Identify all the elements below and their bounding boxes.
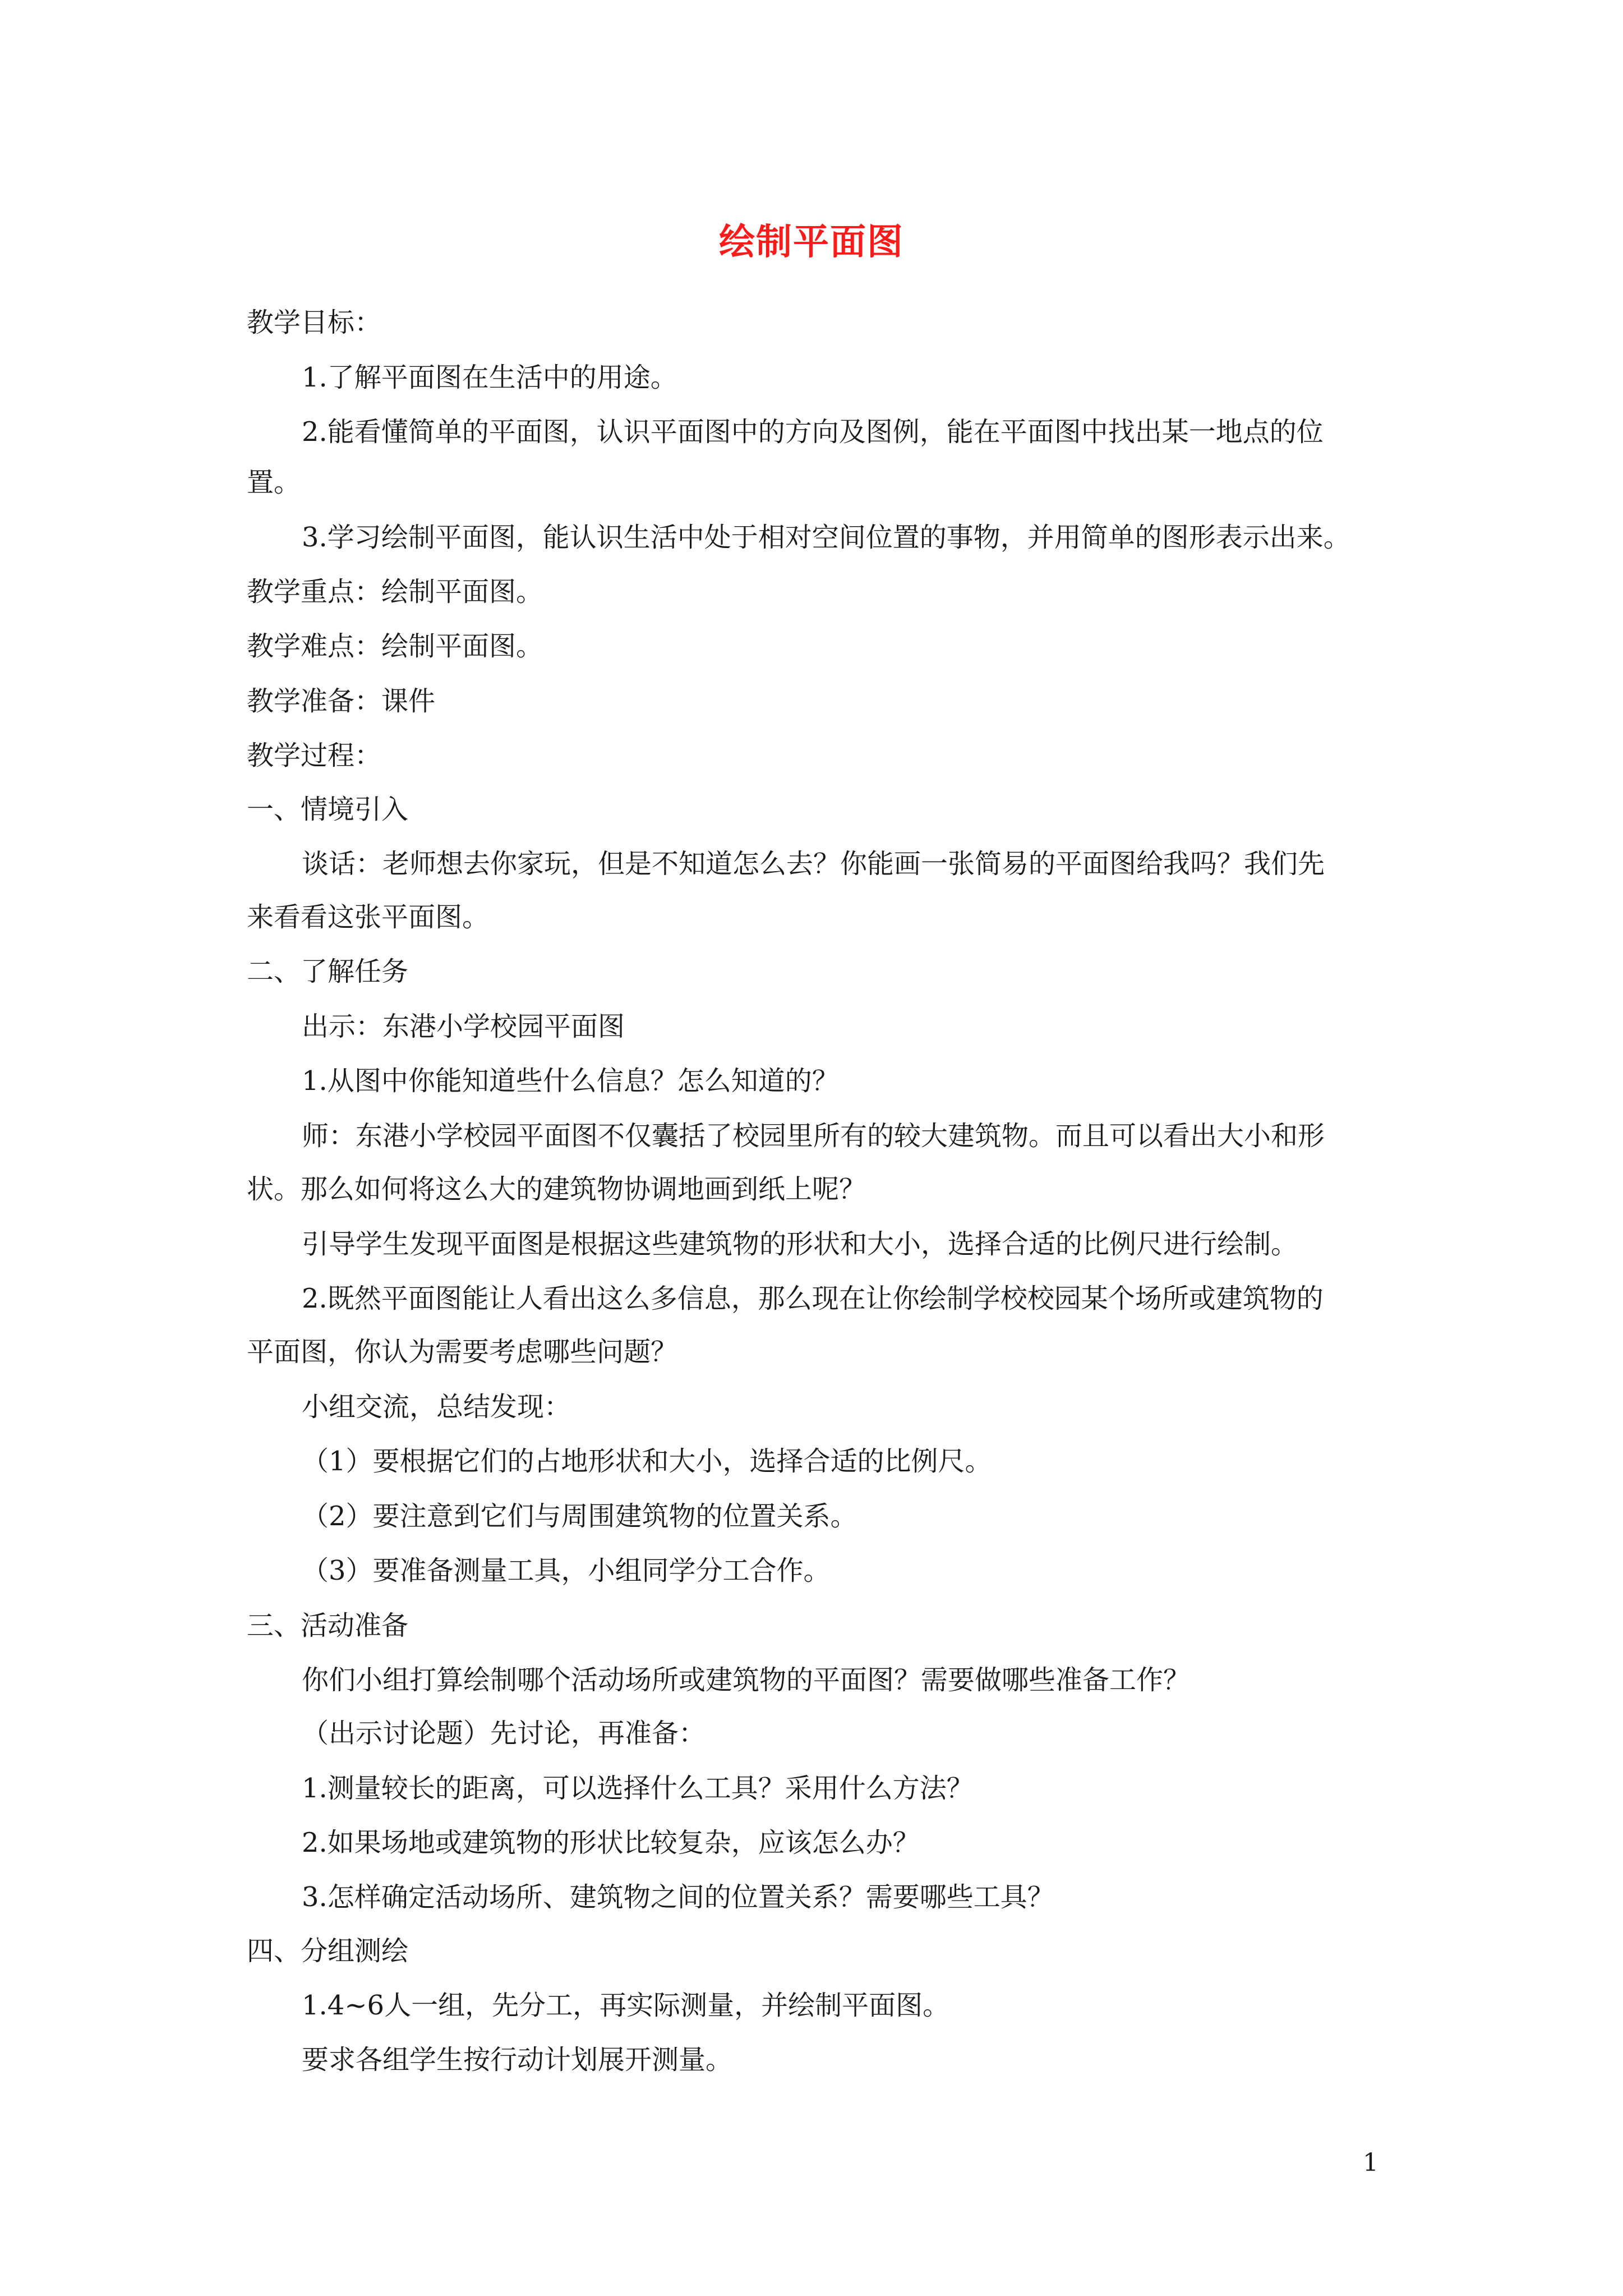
text-line: 来看看这张平面图。 [247,901,490,933]
section-heading: 三、活动准备 [247,1610,409,1641]
text-line: 置。 [247,467,301,498]
text-line: 谈话：老师想去你家玩，但是不知道怎么去？你能画一张简易的平面图给我吗？我们先 [302,848,1325,880]
text-line: 状。那么如何将这么大的建筑物协调地画到纸上呢？ [247,1174,866,1205]
text-line: 1.测量较长的距离，可以选择什么工具？采用什么方法？ [302,1773,974,1804]
text-line: 平面图，你认为需要考虑哪些问题？ [247,1336,678,1368]
text-line: 引导学生发现平面图是根据这些建筑物的形状和大小，选择合适的比例尺进行绘制。 [302,1228,1298,1260]
text-line: 1.了解平面图在生活中的用途。 [302,362,677,393]
text-line: 3.怎样确定活动场所、建筑物之间的位置关系？需要哪些工具？ [302,1881,1054,1913]
text-line: 教学准备：课件 [247,685,436,717]
section-heading: 一、情境引入 [247,794,409,825]
text-line: 教学过程： [247,740,382,771]
text-line: 小组交流，总结发现： [302,1391,571,1423]
text-line: 3.学习绘制平面图，能认识生活中处于相对空间位置的事物，并用简单的图形表示出来。 [302,522,1350,553]
text-line: 出示：东港小学校园平面图 [302,1011,625,1042]
text-line: 师：东港小学校园平面图不仅囊括了校园里所有的较大建筑物。而且可以看出大小和形 [302,1120,1325,1152]
text-line: 教学目标： [247,307,382,338]
section-heading: 二、了解任务 [247,956,409,987]
text-line: （出示讨论题）先讨论，再准备： [302,1718,706,1749]
text-line: 1.4~6人一组，先分工，再实际测量，并绘制平面图。 [302,1990,950,2021]
section-heading: 四、分组测绘 [247,1935,409,1967]
text-line: 要求各组学生按行动计划展开测量。 [302,2044,733,2076]
text-line: （3）要准备测量工具，小组同学分工合作。 [302,1555,831,1586]
document-title: 绘制平面图 [719,221,904,263]
text-line: （2）要注意到它们与周围建筑物的位置关系。 [302,1501,857,1532]
text-line: 2.能看懂简单的平面图，认识平面图中的方向及图例，能在平面图中找出某一地点的位 [302,416,1324,448]
text-line: 1.从图中你能知道些什么信息？怎么知道的？ [302,1065,839,1097]
page-number: 1 [1363,2148,1378,2177]
text-line: 2.既然平面图能让人看出这么多信息，那么现在让你绘制学校校园某个场所或建筑物的 [302,1283,1324,1314]
text-line: 教学难点：绘制平面图。 [247,631,543,662]
text-line: 你们小组打算绘制哪个活动场所或建筑物的平面图？需要做哪些准备工作？ [302,1664,1191,1696]
text-line: 教学重点：绘制平面图。 [247,576,543,608]
text-line: 2.如果场地或建筑物的形状比较复杂，应该怎么办？ [302,1827,920,1858]
text-line: （1）要根据它们的占地形状和大小，选择合适的比例尺。 [302,1446,992,1477]
